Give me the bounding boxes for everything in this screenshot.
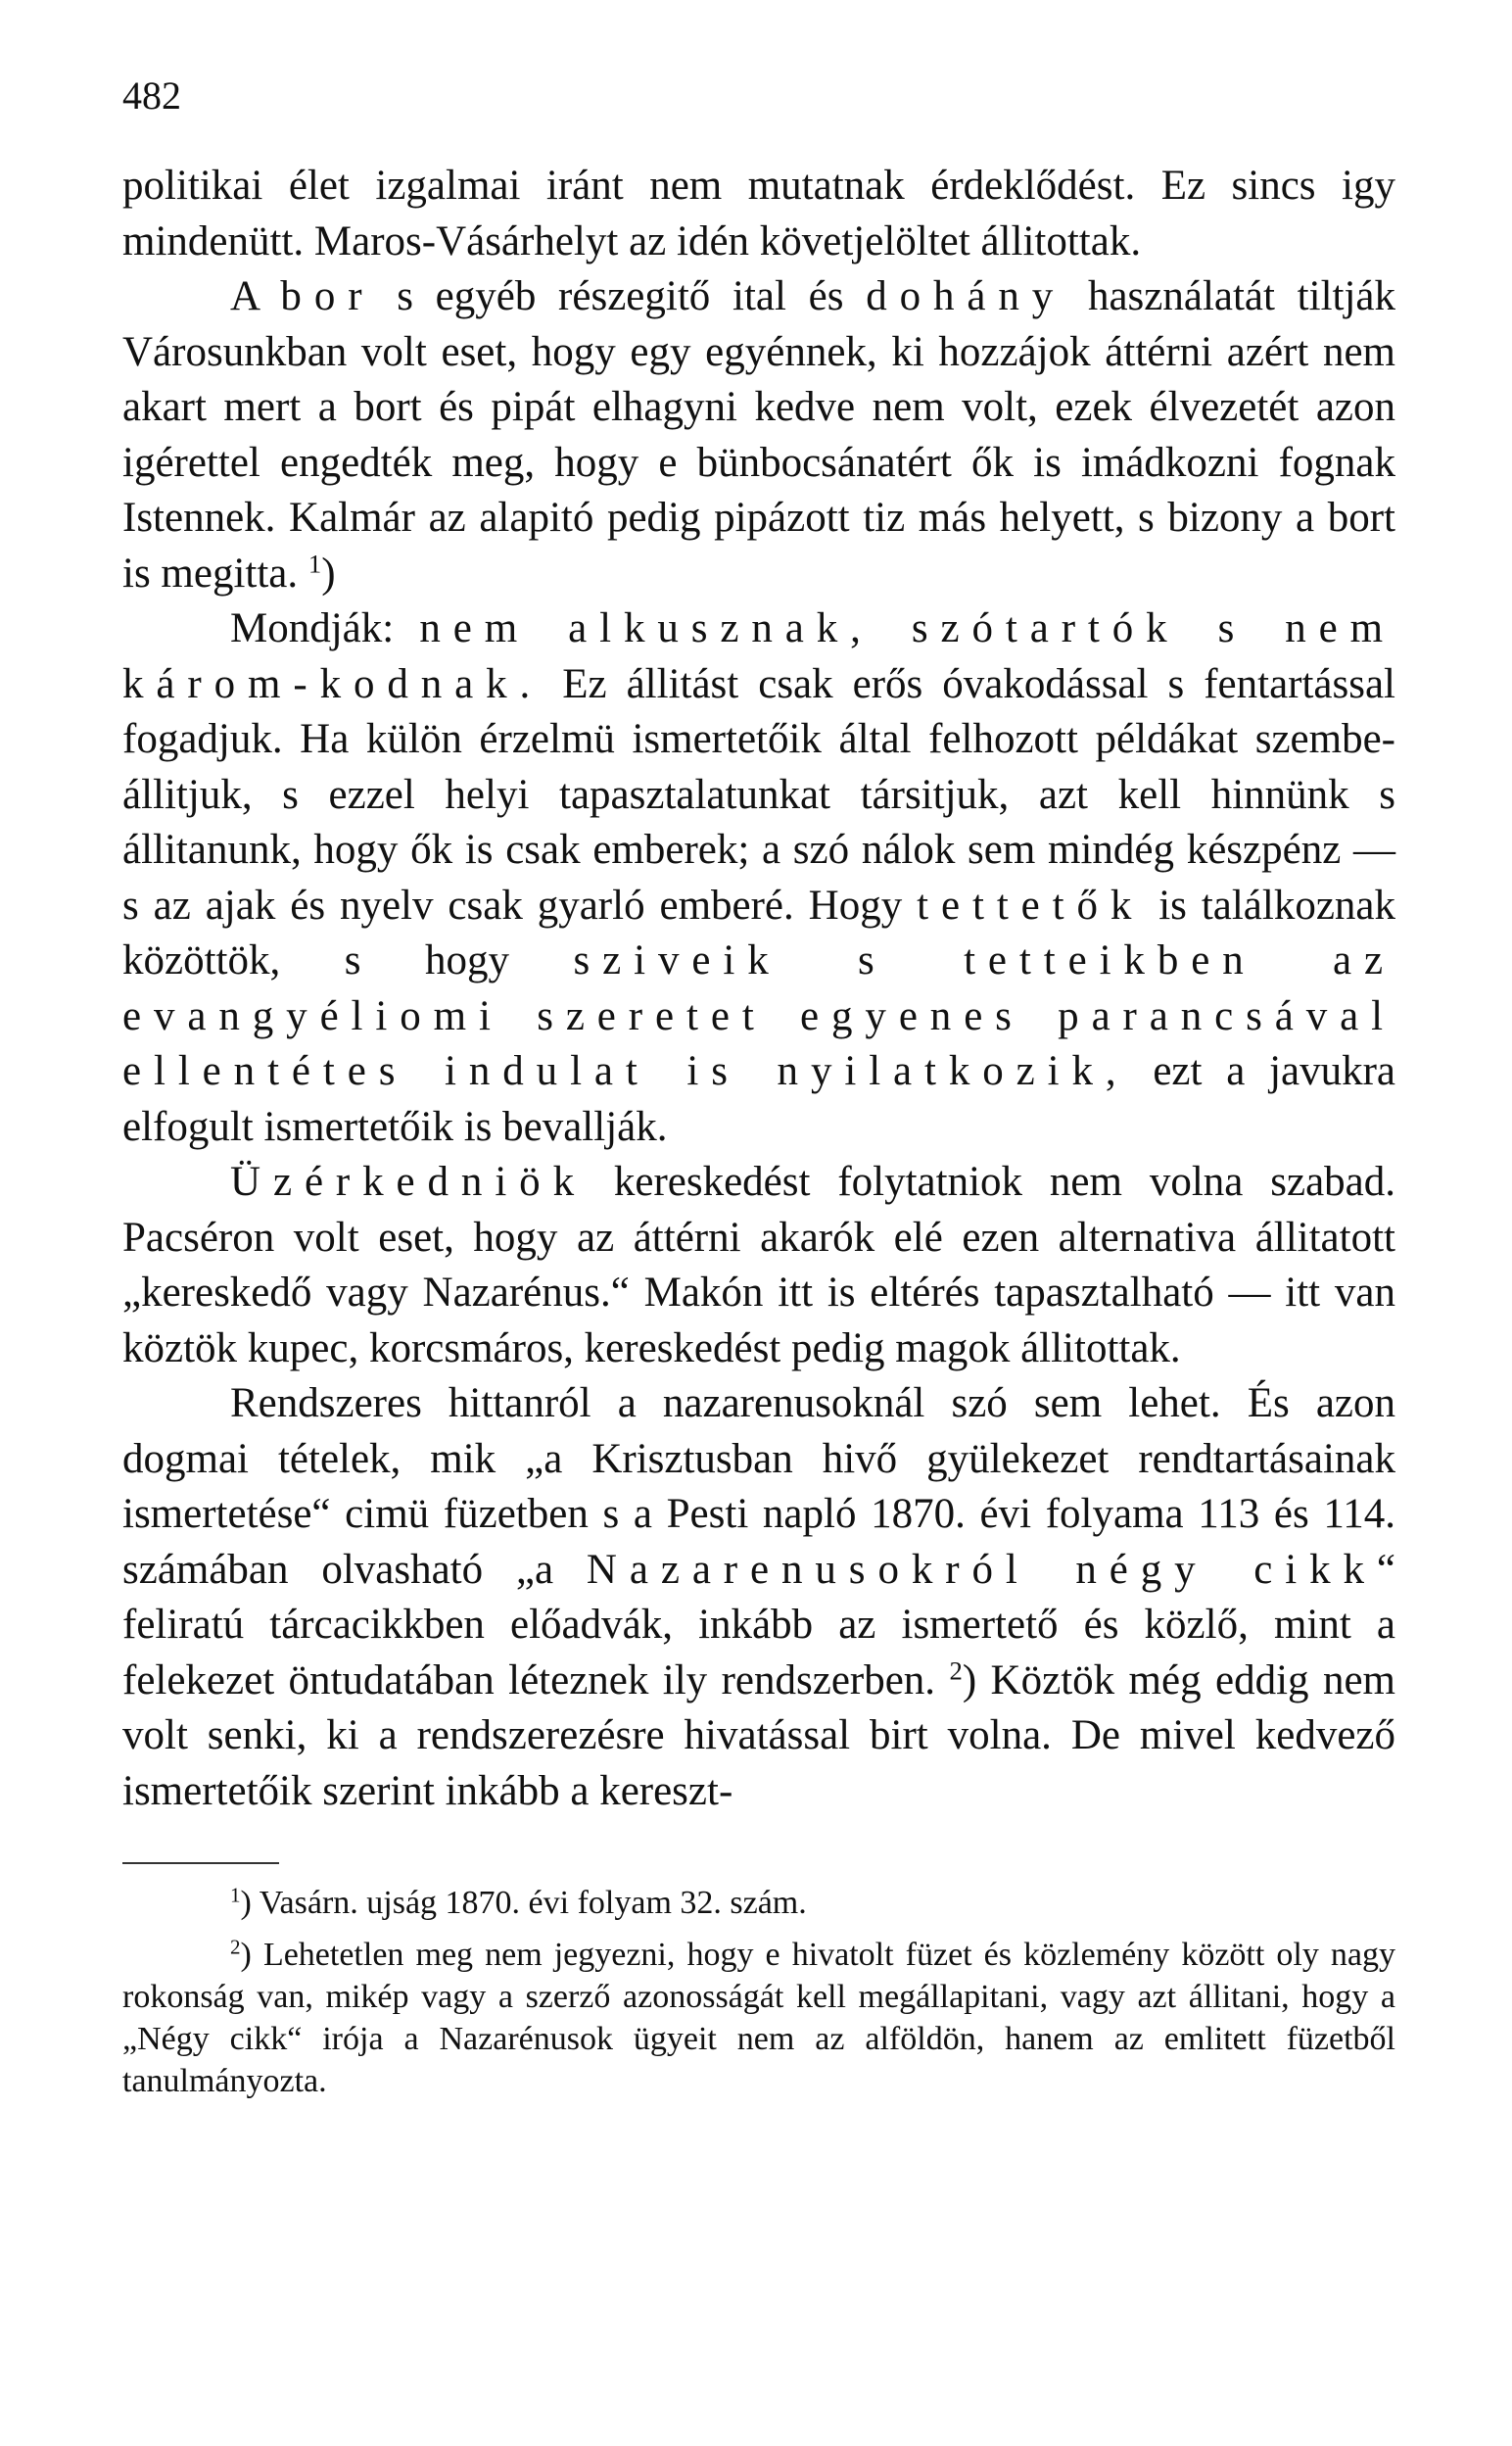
footnote-marker: 2 — [230, 1935, 241, 1959]
footnote-ref: 1 — [307, 548, 322, 578]
page-number: 482 — [122, 73, 181, 118]
text-run: ) Köztök még eddig nem volt senki, ki a rendszerezésre hivatással birt volna. De mivel kedvező ismertetőik szerint inkább a kereszt- — [122, 1656, 1395, 1814]
paragraph-text: politikai élet izgalmai iránt nem mutatnak érdeklődést. Ez sincs igy mindenütt. Maros-Vásárhelyt az idén követjelöltet állitottak. — [122, 163, 1395, 264]
footnote-text: ) Lehetetlen meg nem jegyezni, hogy e hivatolt füzet és közlemény között oly nagy rokonság van, mikép vagy a szerző azonosságát kell megállapitani, vagy azt állitani, hogy a „Négy cikk“ irója a Nazarénusok ügyeit nem az alföldön, hanem az emlitett füzetből tanulmányozta. — [122, 1937, 1395, 2099]
footnote-divider — [122, 1862, 279, 1864]
paragraph — [122, 1155, 1395, 1376]
text-run: Mondják: — [230, 605, 395, 651]
text-run: kereskedést folytatniok nem volna szabad. Pacséron volt eset, hogy az áttérni akarók elé ezen alternativa állitatott „kereskedő vagy Nazarénus.“ Makón itt is eltérés tapasztalható — itt van köztök kupec, korcsmáros, kereskedést pedig magok állitottak. — [122, 1159, 1395, 1371]
footnote-text: ) Vasárn. ujság 1870. évi folyam 32. szám. — [240, 1885, 807, 1921]
spaced-emphasis: Üzérkedniök — [230, 1159, 587, 1205]
footnote-ref: 2 — [949, 1655, 963, 1685]
paragraph — [122, 269, 1395, 601]
spaced-emphasis: tettetők — [917, 882, 1145, 929]
text-run: is találkoznak közöttök, s hogy — [122, 882, 1396, 983]
text-run: s egyéb részegitő ital és — [397, 273, 844, 319]
spaced-emphasis: Nazarenusokról négy cikk — [586, 1546, 1377, 1593]
spaced-emphasis: dohány — [866, 273, 1066, 319]
footnote-marker: 1 — [230, 1883, 241, 1907]
paragraph — [122, 1376, 1395, 1819]
text-run: használatát tiltják Városunkban volt eset, hogy egy egyénnek, ki hozzájok áttérni azért nem akart mert a bort és pipát elhagyni kedve nem volt, ezek élvezetét azon igérettel engedték meg, hogy e bünbocsánatért ők is imádkozni fognak Istennek. Kalmár az alapitó pedig pipázott tiz más helyett, s bizony a bort is megitta. — [122, 273, 1396, 597]
text-run: ezt a javukra elfogult ismertetőik is bevallják. — [122, 1048, 1396, 1150]
book-page — [122, 59, 1395, 2112]
spaced-emphasis: bor — [280, 273, 375, 319]
paragraph — [122, 159, 1395, 269]
text-run: Ez állitást csak erős óvakodással s fentartással fogadjuk. Ha külön érzelmü ismertetőik által felhozott példákat szembe-állitjuk, s ezzel helyi tapasztalatunkat társitjuk, azt kell hinnünk s állitanunk, hogy ők is csak emberek; a szó nálok sem mindég készpénz — s az ajak és nyelv csak gyarló emberé. Hogy — [122, 660, 1396, 929]
footnotes — [122, 1882, 1395, 2102]
spaced-emphasis: sziveik s tetteikben az evangyéliomi szeretet egyenes parancsával ellentétes indulat is nyilatkozik, — [122, 937, 1396, 1094]
text-run: “ feliratú tárcacikkben előadvák, inkább az ismertető és közlő, mint a felekezet öntudatában léteznek ily rendszerben. — [122, 1546, 1396, 1703]
footnote — [122, 1934, 1395, 2102]
paragraph — [122, 601, 1395, 1155]
text-run: A — [230, 273, 259, 319]
spaced-emphasis: nem alkusznak, szótartók s nem károm-kodnak. — [122, 605, 1395, 707]
body-text — [122, 159, 1395, 1819]
footnote — [122, 1882, 1395, 1924]
text-run: Rendszeres hittanról a nazarenusoknál szó sem lehet. És azon dogmai tételek, mik „a Krisztusban hivő gyülekezet rendtartásainak ismertetése“ cimü füzetben s a Pesti napló 1870. évi folyama 113 és 114. számában olvasható „a — [122, 1380, 1395, 1593]
text-run: ) — [321, 550, 336, 597]
